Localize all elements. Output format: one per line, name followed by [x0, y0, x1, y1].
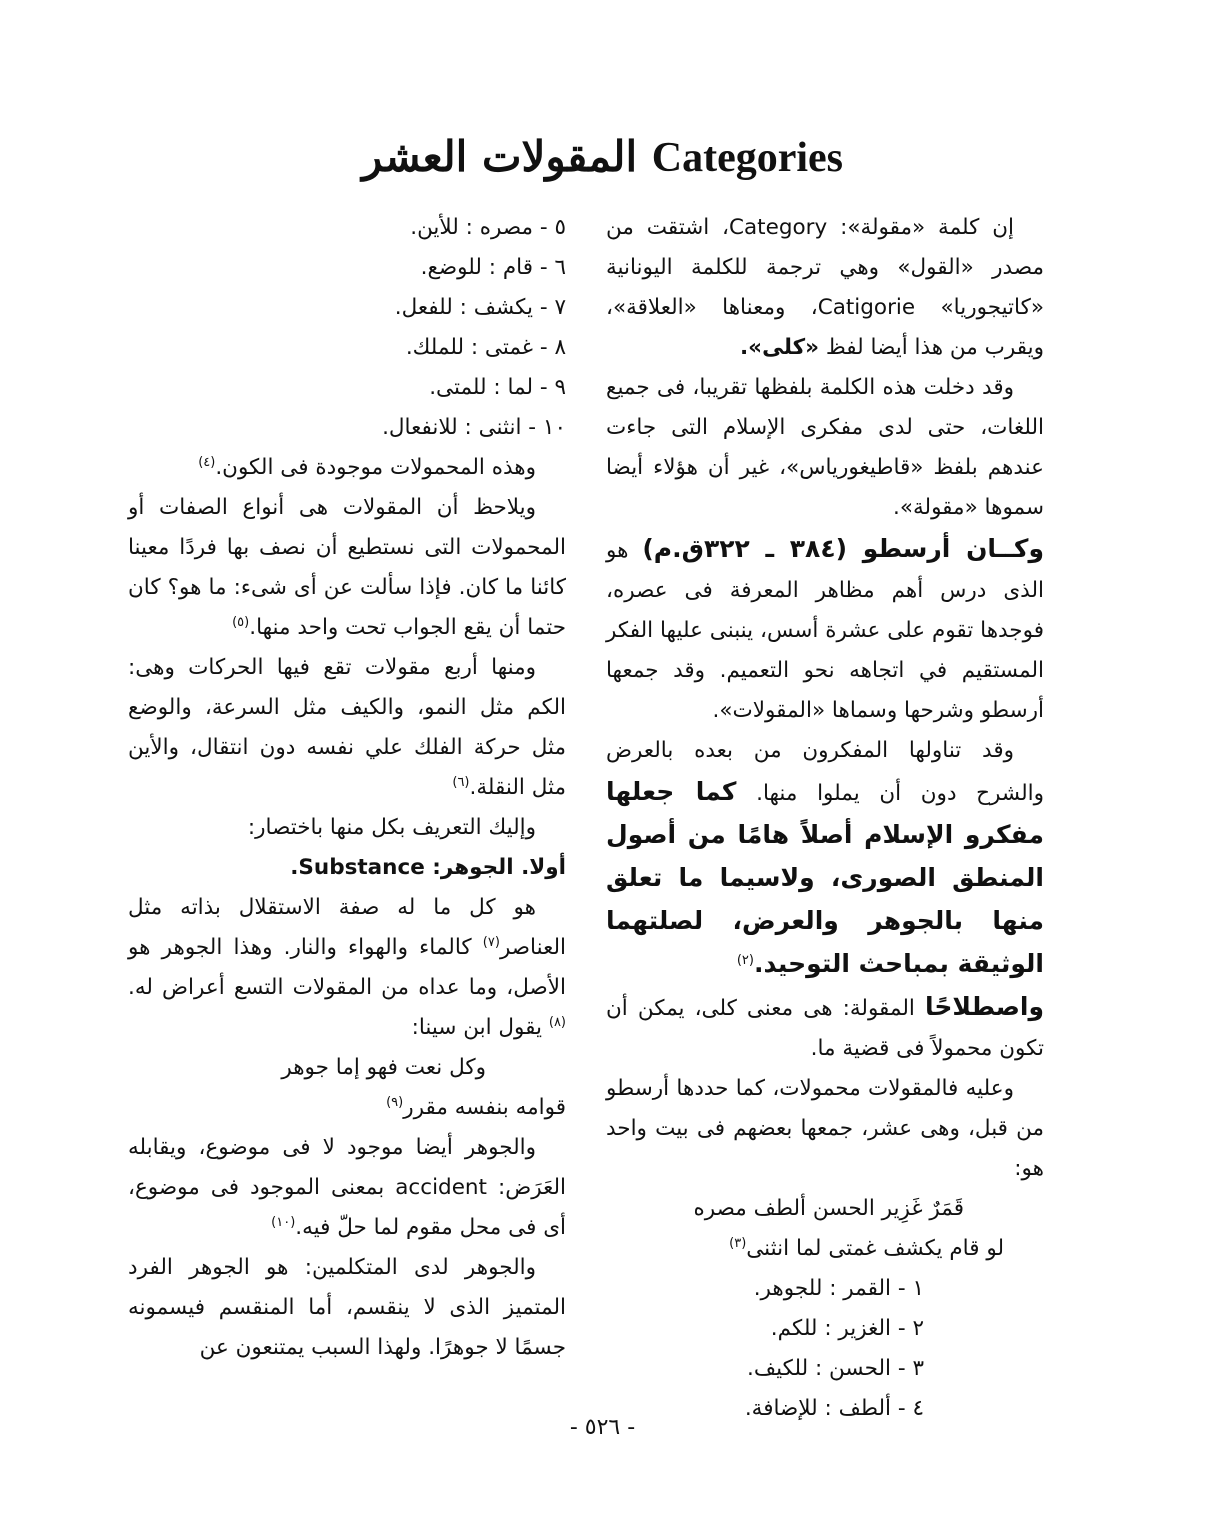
list-item: ٣ - الحسن : للكيف. [747, 1356, 924, 1381]
right-column [606, 208, 1044, 1429]
list-item: ١ - القمر : للجوهر. [753, 1276, 924, 1301]
list-item: ٩ - لما : للمتى. [429, 375, 566, 400]
section-heading: أولا. الجوهر: Substance. [290, 855, 566, 880]
poem-line: لو قام يكشف غمتى لما انثنى$^{(٣)}$ [729, 1235, 1004, 1261]
paragraph: إن كلمة «مقولة»: Category، اشتقت من مصدر «القول» وهي ترجمة للكلمة اليونانية «كاتيجوريا» Catigorie، ومعناها «العلاقة»، ويقرب من هذا أيضا لفظ «كلى». [606, 215, 1044, 360]
paragraph: ومنها أربع مقولات تقع فيها الحركات وهى: الكم مثل النمو، والكيف مثل السرعة، والوضع مثل حركة الفلك علي نفسه دون انتقال، والأين مثل النقلة.$^{(٦)}$ [128, 655, 566, 800]
title-latin: Categories [651, 135, 844, 181]
poem-line: قوامه بنفسه مقرر$^{(٩)}$ [386, 1094, 566, 1120]
list-item: ٧ - يكشف : للفعل. [394, 295, 566, 320]
paragraph: وإليك التعريف بكل منها باختصار: [247, 815, 536, 840]
list-item: ٥ - مصره : للأين. [410, 215, 566, 240]
paragraph: والجوهر أيضا موجود لا فى موضوع، ويقابله العَرَض: accident بمعنى الموجود فى موضوع، أى فى محل مقوم لما حلّ فيه.$^{(١٠)}$ [128, 1135, 566, 1240]
paragraph: وقد دخلت هذه الكلمة بلفظها تقريبا، فى جميع اللغات، حتى لدى مفكرى الإسلام التى جاءت عندهم بلفظ «قاطيغورياس»، غير أن هؤلاء أيضا سموها «مقولة». [606, 375, 1044, 520]
category-list [128, 208, 566, 448]
paragraph: ويلاحظ أن المقولات هى أنواع الصفات أو المحمولات التى نستطيع أن نصف بها فردًا معينا كائنا ما كان. فإذا سألت عن أى شىء: ما هو؟ كان حتما أن يقع الجواب تحت واحد منها.$^{(٥)}$ [128, 495, 566, 640]
category-list [606, 1269, 1044, 1429]
page-number: - ٥٢٦ - [569, 1415, 636, 1440]
paragraph: واصطلاحًا المقولة: هى معنى كلى، يمكن أن تكون محمولاً فى قضية ما. [606, 992, 1044, 1061]
paragraph: هو كل ما له صفة الاستقلال بذاته مثل العناصر$^{(٧)}$ كالماء والهواء والنار. وهذا الجوهر هو الأصل، وما عداه من المقولات التسع أعراض له.$^{(٨)}$ يقول ابن سينا: [128, 895, 566, 1040]
page-title [0, 132, 1205, 182]
paragraph: وهذه المحمولات موجودة فى الكون.$^{(٤)}$ [198, 454, 536, 480]
paragraph: وكــان أرسطو (٣٨٤ ـ ٣٢٢ق.م) هو الذى درس أهم مظاهر المعرفة فى عصره، فوجدها تقوم على عشرة أسس، ينبنى عليها الفكر المستقيم في اتجاهه نحو التعميم. وقد جمعها أرسطو وشرحها وسماها «المقولات». [606, 534, 1044, 723]
list-item: ١٠ - انثنى : للانفعال. [382, 415, 566, 440]
left-column [128, 208, 566, 1368]
paragraph: وقد تناولها المفكرون من بعده بالعرض والشرح دون أن يملوا منها. كما جعلها مفكرو الإسلام أصلاً هامًا من أصول المنطق الصورى، ولاسيما ما تعلق منها بالجوهر والعرض، لصلتهما الوثيقة بمباحث التوحيد.$^{(٢)}$ [606, 738, 1045, 978]
title-arabic: المقولات العشر [361, 132, 638, 181]
list-item: ٦ - قام : للوضع. [420, 255, 566, 280]
list-item: ٤ - ألطف : للإضافة. [744, 1396, 924, 1421]
paragraph: والجوهر لدى المتكلمين: هو الجوهر الفرد المتميز الذى لا ينقسم، أما المنقسم فيسمونه جسمًا لا جوهرًا. ولهذا السبب يمتنعون عن [128, 1255, 566, 1360]
poem-line: قَمَرٌ غَزِير الحسن ألطف مصره [693, 1196, 964, 1221]
list-item: ٨ - غمتى : للملك. [405, 335, 566, 360]
poem-line: وكل نعت فهو إما جوهر [281, 1055, 486, 1080]
list-item: ٢ - الغزير : للكم. [770, 1316, 924, 1341]
paragraph: وعليه فالمقولات محمولات، كما حددها أرسطو من قبل، وهى عشر، جمعها بعضهم فى بيت واحد هو: [606, 1076, 1044, 1181]
